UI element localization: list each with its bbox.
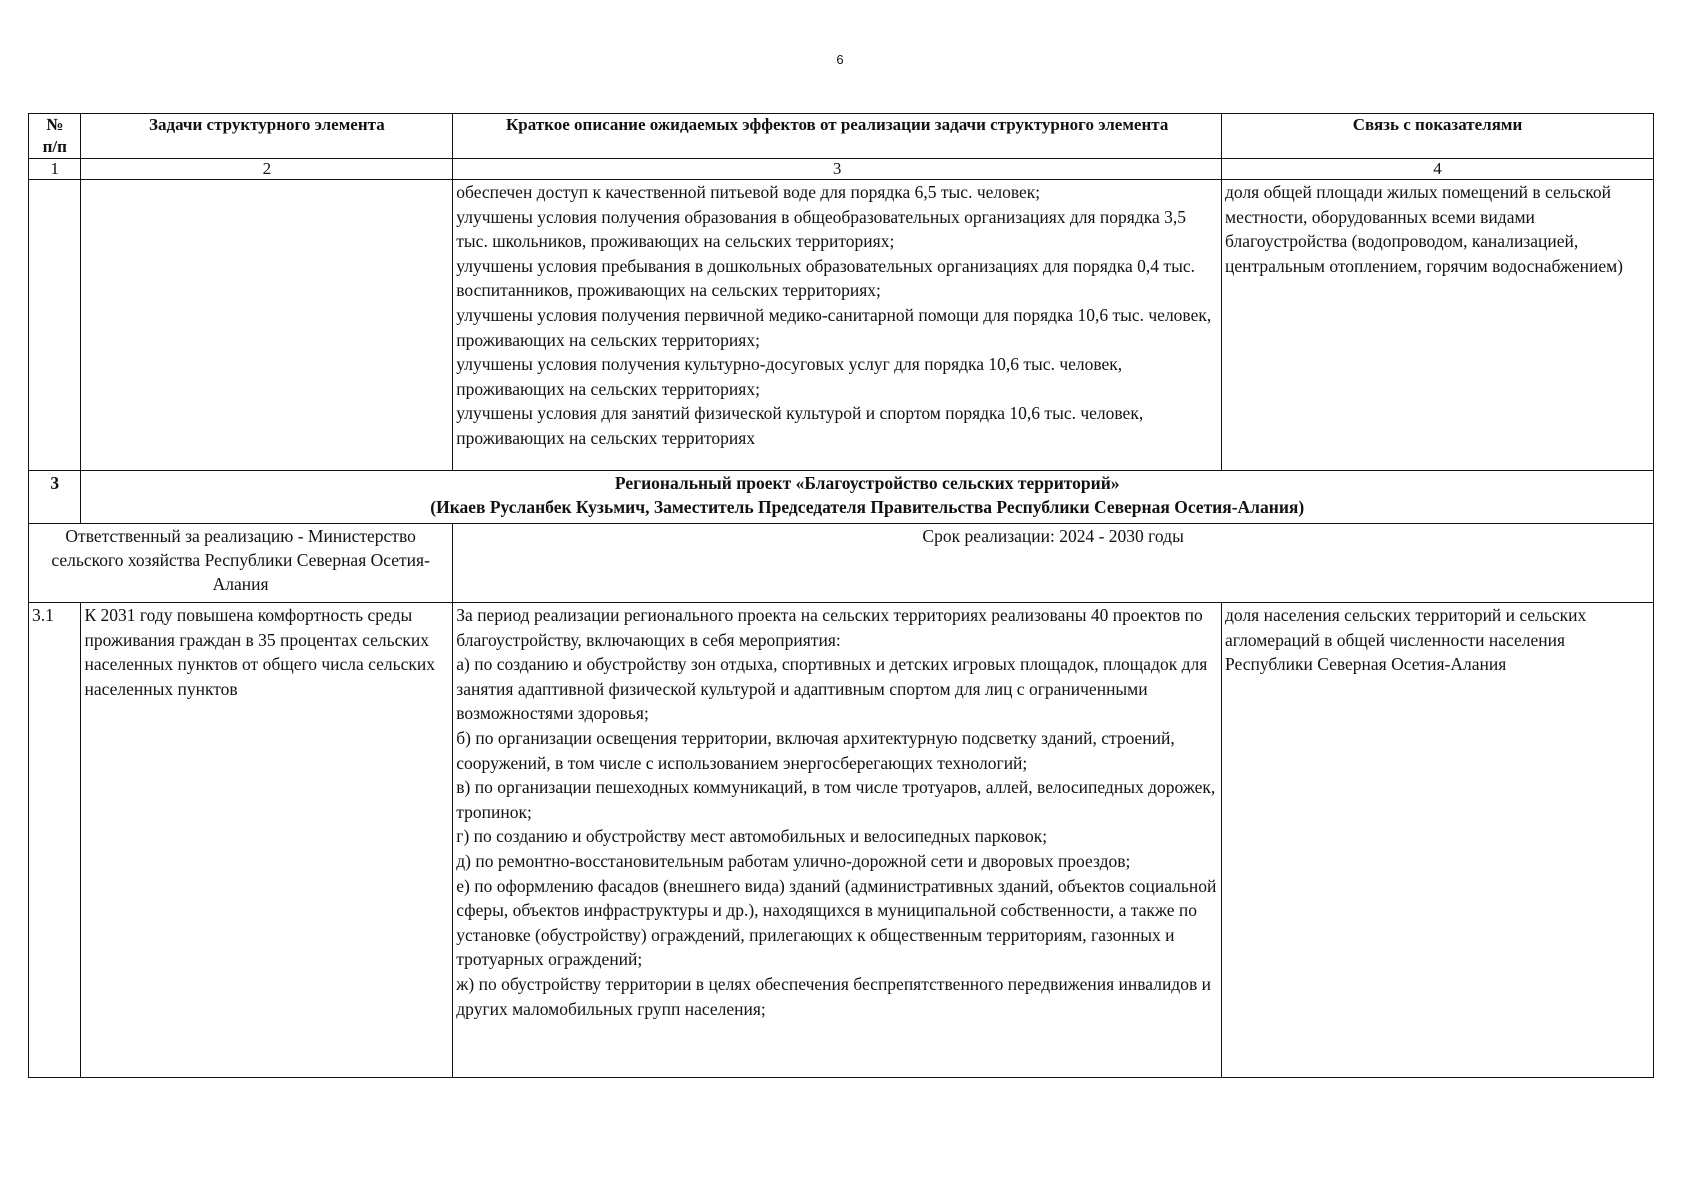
continued-row bbox=[29, 180, 1654, 471]
column-number: 1 bbox=[29, 159, 81, 180]
responsible-label: Ответственный за реализацию - Министерство сельского хозяйства Республики Северная Осетия-Алания bbox=[29, 524, 453, 603]
continued-row-indicator: доля общей площади жилых помещений в сельской местности, оборудованных всеми видами благоустройства (водопроводом, канализацией, центральным отоплением, горячим водоснабжением) bbox=[1222, 180, 1654, 471]
responsible-row bbox=[29, 524, 1654, 603]
header-tasks: Задачи структурного элемента bbox=[81, 114, 453, 159]
continued-row-num bbox=[29, 180, 81, 471]
implementation-term: Срок реализации: 2024 - 2030 годы bbox=[453, 524, 1654, 603]
project-curator: (Икаев Русланбек Кузьмич, Заместитель Председателя Правительства Республики Северная Осетия-Алания) bbox=[430, 497, 1305, 517]
header-effects: Краткое описание ожидаемых эффектов от реализации задачи структурного элемента bbox=[453, 114, 1222, 159]
task-number: 3.1 bbox=[29, 603, 81, 1078]
task-row bbox=[29, 603, 1654, 1078]
column-number: 3 bbox=[453, 159, 1222, 180]
column-number-row bbox=[29, 159, 1654, 180]
column-number: 2 bbox=[81, 159, 453, 180]
project-row bbox=[29, 471, 1654, 524]
continued-row-effects: обеспечен доступ к качественной питьевой воде для порядка 6,5 тыс. человек; улучшены условия получения образования в общеобразовательных организациях для порядка 3,5 тыс. школьников, проживающих на сельских территориях; улучшены условия пребывания в дошкольных образовательных организациях для порядка 0,4 тыс. воспитанников, проживающих на сельских территориях; улучшены условия получения первичной медико-санитарной помощи для порядка 10,6 тыс. человек, проживающих на сельских территориях; улучшены условия получения культурно-досуговых услуг для порядка 10,6 тыс. человек, проживающих на сельских территориях; улучшены условия для занятий физической культурой и спортом порядка 10,6 тыс. человек, проживающих на сельских территориях bbox=[453, 180, 1222, 471]
structural-element-table bbox=[28, 113, 1654, 1078]
task-text: К 2031 году повышена комфортность среды проживания граждан в 35 процентах сельских населенных пунктов от общего числа сельских населенных пунктов bbox=[81, 603, 453, 1078]
header-number: № п/п bbox=[29, 114, 81, 159]
project-heading bbox=[81, 471, 1654, 524]
continued-row-task bbox=[81, 180, 453, 471]
column-number: 4 bbox=[1222, 159, 1654, 180]
project-title: Региональный проект «Благоустройство сельских территорий» bbox=[614, 473, 1120, 493]
task-indicator: доля населения сельских территорий и сельских агломераций в общей численности населения Республики Северная Осетия-Алания bbox=[1222, 603, 1654, 1078]
header-indicators: Связь с показателями bbox=[1222, 114, 1654, 159]
header-row bbox=[29, 114, 1654, 159]
task-effects: За период реализации регионального проекта на сельских территориях реализованы 40 проектов по благоустройству, включающих в себя мероприятия: а) по созданию и обустройству зон отдыха, спортивных и детских игровых площадок, площадок для занятия адаптивной физической культурой и адаптивным спортом для лиц с ограниченными возможностями здоровья; б) по организации освещения территории, включая архитектурную подсветку зданий, строений, сооружений, в том числе с использованием энергосберегающих технологий; в) по организации пешеходных коммуникаций, в том числе тротуаров, аллей, велосипедных дорожек, тропинок; г) по созданию и обустройству мест автомобильных и велосипедных парковок; д) по ремонтно-восстановительным работам улично-дорожной сети и дворовых проездов; е) по оформлению фасадов (внешнего вида) зданий (административных зданий, объектов социальной сферы, объектов инфраструктуры и др.), находящихся в муниципальной собственности, а также по установке (обустройству) ограждений, прилегающих к общественным территориям, газонных и тротуарных ограждений; ж) по обустройству территории в целях обеспечения беспрепятственного передвижения инвалидов и других маломобильных групп населения; bbox=[453, 603, 1222, 1078]
page-number: 6 bbox=[836, 52, 844, 67]
project-number: 3 bbox=[29, 471, 81, 524]
